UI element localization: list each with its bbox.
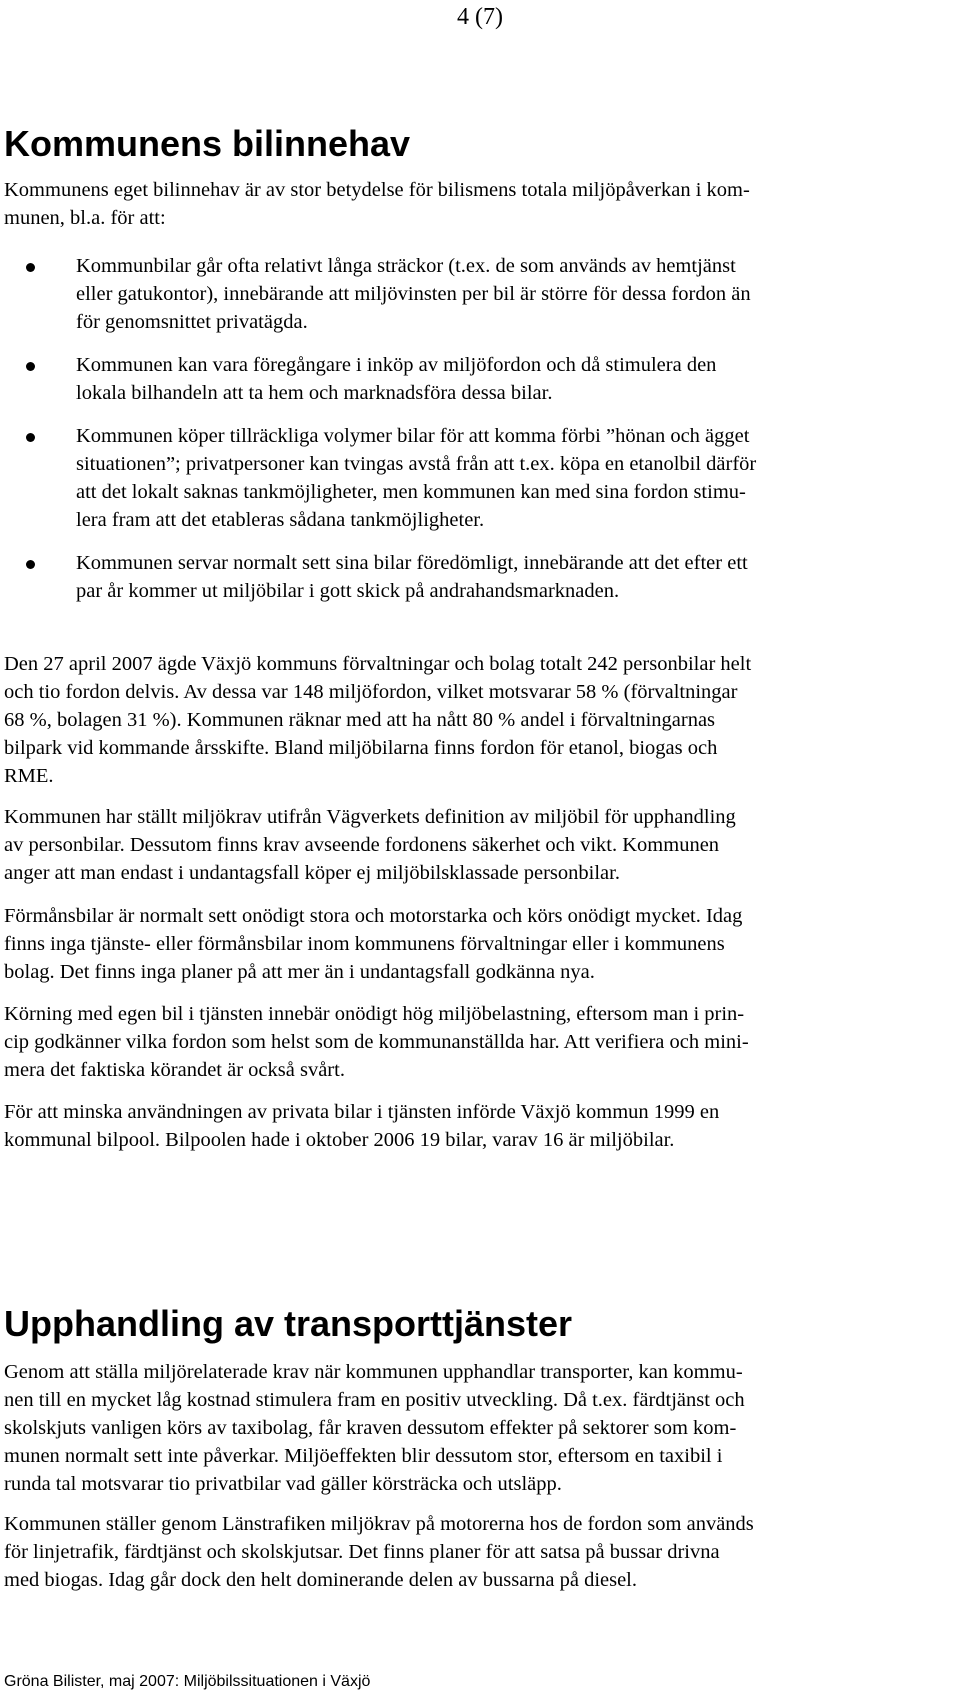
text-line: cip godkänner vilka fordon som helst som de kommunanställda har. Att verifiera och mini- <box>4 1031 749 1053</box>
bullet-icon <box>26 263 35 272</box>
paragraph-block <box>4 902 952 986</box>
paragraph <box>4 176 952 232</box>
paragraph <box>4 1000 952 1084</box>
page-number: 4 (7) <box>457 4 503 30</box>
bullet-text <box>76 549 748 605</box>
paragraph <box>4 650 952 790</box>
text-line: par år kommer ut miljöbilar i gott skick på andrahandsmarknaden. <box>76 580 620 602</box>
text-line: Kommunens eget bilinnehav är av stor betydelse för bilismens totala miljöpåverkan i kom- <box>4 179 750 201</box>
text-line: Kommunen köper tillräckliga volymer bilar för att komma förbi ”hönan och ägget <box>76 425 750 447</box>
paragraph <box>4 902 952 986</box>
text-line: eller gatukontor), innebärande att miljövinsten per bil är större för dessa fordon än <box>76 283 751 305</box>
paragraph <box>4 1510 952 1594</box>
text-line: anger att man endast i undantagsfall köper ej miljöbilsklassade personbilar. <box>4 862 620 884</box>
text-line: Kommunen kan vara föregångare i inköp av miljöfordon och då stimulera den <box>76 354 717 376</box>
bullet-text <box>76 252 751 336</box>
text-line: kommunal bilpool. Bilpoolen hade i oktober 2006 19 bilar, varav 16 är miljöbilar. <box>4 1129 675 1151</box>
paragraph-block <box>4 1098 952 1154</box>
text-line: Förmånsbilar är normalt sett onödigt stora och motorstarka och körs onödigt mycket. Idag <box>4 905 743 927</box>
text-line: för genomsnittet privatägda. <box>76 311 308 333</box>
text-line: munen, bl.a. för att: <box>4 207 166 229</box>
bullet-icon <box>26 433 35 442</box>
bullet-text <box>76 422 756 534</box>
text-line: Kommunen servar normalt sett sina bilar föredömligt, innebärande att det efter ett <box>76 552 748 574</box>
text-line: finns inga tjänste- eller förmånsbilar inom kommunens förvaltningar eller i kommunens <box>4 933 725 955</box>
paragraph-block <box>4 1510 952 1594</box>
intro-paragraph <box>4 176 952 232</box>
paragraph-block <box>4 1358 952 1498</box>
text-line: För att minska användningen av privata bilar i tjänsten införde Växjö kommun 1999 en <box>4 1101 720 1123</box>
text-line: Kommunbilar går ofta relativt långa sträckor (t.ex. de som används av hemtjänst <box>76 255 736 277</box>
text-line: Den 27 april 2007 ägde Växjö kommuns förvaltningar och bolag totalt 242 personbilar helt <box>4 653 752 675</box>
paragraph <box>4 803 952 887</box>
text-line: skolskjuts vanligen körs av taxibolag, får kraven dessutom effekter på sektorer som kom- <box>4 1417 737 1439</box>
text-line: munen normalt sett inte påverkar. Miljöeffekten blir dessutom stor, eftersom en taxibil i <box>4 1445 723 1467</box>
section-heading-kommunens-bilinnehav: Kommunens bilinnehav <box>4 123 411 164</box>
paragraph-block <box>4 1000 952 1084</box>
text-line: bolag. Det finns inga planer på att mer än i undantagsfall godkänna nya. <box>4 961 595 983</box>
text-line: för linjetrafik, färdtjänst och skolskjutsar. Det finns planer för att satsa på bussar drivna <box>4 1541 720 1563</box>
text-line: bilpark vid kommande årsskifte. Bland miljöbilarna finns fordon för etanol, biogas och <box>4 737 718 759</box>
bullet-icon <box>26 560 35 569</box>
text-line: Genom att ställa miljörelaterade krav när kommunen upphandlar transporter, kan kommu- <box>4 1361 743 1383</box>
text-line: situationen”; privatpersoner kan tvingas avstå från att t.ex. köpa en etanolbil därför <box>76 453 757 475</box>
text-line: Kommunen har ställt miljökrav utifrån Vägverkets definition av miljöbil för upphandling <box>4 806 736 828</box>
text-line: nen till en mycket låg kostnad stimulera fram en positiv utveckling. Då t.ex. färdtjänst och <box>4 1389 745 1411</box>
text-line: att det lokalt saknas tankmöjligheter, men kommunen kan med sina fordon stimu- <box>76 481 746 503</box>
text-line: Körning med egen bil i tjänsten innebär onödigt hög miljöbelastning, eftersom man i prin- <box>4 1003 745 1025</box>
text-line: runda tal motsvarar tio privatbilar vad gäller körsträcka och utsläpp. <box>4 1473 562 1495</box>
paragraph <box>4 1358 952 1498</box>
text-line: och tio fordon delvis. Av dessa var 148 miljöfordon, vilket motsvarar 58 % (förvaltningar <box>4 681 738 703</box>
paragraph-block <box>4 803 952 887</box>
text-line: lokala bilhandeln att ta hem och marknadsföra dessa bilar. <box>76 382 553 404</box>
text-line: mera det faktiska körandet är också svårt. <box>4 1059 345 1081</box>
text-line: RME. <box>4 765 54 787</box>
bullet-text <box>76 351 716 407</box>
text-line: med biogas. Idag går dock den helt dominerande delen av bussarna på diesel. <box>4 1569 638 1591</box>
page-footer: Gröna Bilister, maj 2007: Miljöbilssituationen i Växjö <box>4 1673 371 1690</box>
text-line: av personbilar. Dessutom finns krav avseende fordonens säkerhet och vikt. Kommunen <box>4 834 720 856</box>
text-line: Kommunen ställer genom Länstrafiken miljökrav på motorerna hos de fordon som används <box>4 1513 754 1535</box>
paragraph-block <box>4 650 952 790</box>
paragraph <box>4 1098 952 1154</box>
text-line: lera fram att det etableras sådana tankmöjligheter. <box>76 509 485 531</box>
bullet-icon <box>26 362 35 371</box>
text-line: 68 %, bolagen 31 %). Kommunen räknar med att ha nått 80 % andel i förvaltningarnas <box>4 709 716 731</box>
section-heading-upphandling: Upphandling av transporttjänster <box>4 1303 573 1344</box>
